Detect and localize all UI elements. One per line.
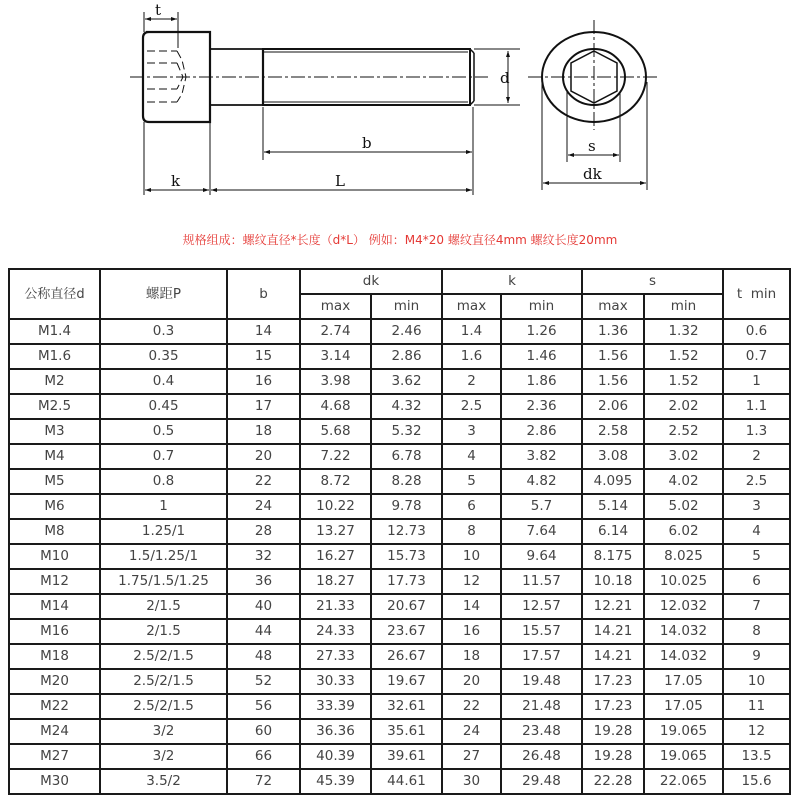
cell-nominal-diameter: M3: [9, 419, 100, 444]
cell-nominal-diameter: M27: [9, 744, 100, 769]
cell-nominal-diameter: M2: [9, 369, 100, 394]
cell-dk-max: 30.33: [300, 669, 371, 694]
cell-b: 28: [227, 519, 300, 544]
cell-dk-max: 3.14: [300, 344, 371, 369]
table-row: [9, 494, 790, 519]
cell-t-min: 0.7: [723, 344, 790, 369]
bolt-technical-drawing: [0, 0, 800, 225]
cell-t-min: 3: [723, 494, 790, 519]
header-k-max: max: [442, 294, 501, 319]
cell-nominal-diameter: M1.4: [9, 319, 100, 344]
cell-k-max: 24: [442, 719, 501, 744]
table-row: [9, 769, 790, 794]
header-dk-max: max: [300, 294, 371, 319]
table-row: [9, 519, 790, 544]
cell-b: 36: [227, 569, 300, 594]
cell-s-min: 22.065: [644, 769, 723, 794]
cell-k-max: 3: [442, 419, 501, 444]
cell-dk-min: 26.67: [371, 644, 442, 669]
cell-k-min: 11.57: [501, 569, 582, 594]
cell-dk-max: 33.39: [300, 694, 371, 719]
cell-dk-max: 4.68: [300, 394, 371, 419]
cell-dk-min: 8.28: [371, 469, 442, 494]
cell-k-min: 5.7: [501, 494, 582, 519]
cell-k-max: 27: [442, 744, 501, 769]
cell-k-max: 14: [442, 594, 501, 619]
side-view: [130, 12, 520, 195]
cell-k-min: 17.57: [501, 644, 582, 669]
cell-dk-min: 5.32: [371, 419, 442, 444]
cell-dk-max: 5.68: [300, 419, 371, 444]
cell-t-min: 2: [723, 444, 790, 469]
cell-k-max: 4: [442, 444, 501, 469]
cell-t-min: 12: [723, 719, 790, 744]
cell-b: 40: [227, 594, 300, 619]
cell-t-min: 10: [723, 669, 790, 694]
cell-s-min: 12.032: [644, 594, 723, 619]
cell-t-min: 13.5: [723, 744, 790, 769]
cell-dk-min: 19.67: [371, 669, 442, 694]
cell-b: 72: [227, 769, 300, 794]
table-row: [9, 419, 790, 444]
cell-dk-max: 16.27: [300, 544, 371, 569]
cell-pitch: 2/1.5: [100, 594, 227, 619]
cell-pitch: 1.5/1.25/1: [100, 544, 227, 569]
cell-b: 24: [227, 494, 300, 519]
label-d: d: [500, 69, 510, 87]
cell-nominal-diameter: M18: [9, 644, 100, 669]
table-row: [9, 719, 790, 744]
header-s-min: min: [644, 294, 723, 319]
cell-k-min: 4.82: [501, 469, 582, 494]
cell-nominal-diameter: M22: [9, 694, 100, 719]
cell-dk-min: 44.61: [371, 769, 442, 794]
cell-nominal-diameter: M6: [9, 494, 100, 519]
header-b: b: [227, 269, 300, 319]
cell-pitch: 0.5: [100, 419, 227, 444]
cell-pitch: 0.3: [100, 319, 227, 344]
cell-dk-max: 36.36: [300, 719, 371, 744]
cell-pitch: 3/2: [100, 719, 227, 744]
cell-t-min: 15.6: [723, 769, 790, 794]
cell-k-min: 19.48: [501, 669, 582, 694]
cell-pitch: 0.45: [100, 394, 227, 419]
cell-pitch: 3/2: [100, 744, 227, 769]
cell-nominal-diameter: M24: [9, 719, 100, 744]
cell-k-min: 15.57: [501, 619, 582, 644]
label-b: b: [362, 134, 372, 152]
cell-k-min: 3.82: [501, 444, 582, 469]
cell-dk-max: 7.22: [300, 444, 371, 469]
cell-s-min: 17.05: [644, 694, 723, 719]
header-s: s: [582, 269, 723, 294]
cell-dk-min: 2.86: [371, 344, 442, 369]
cell-dk-max: 3.98: [300, 369, 371, 394]
cell-k-min: 7.64: [501, 519, 582, 544]
cell-s-min: 17.05: [644, 669, 723, 694]
cell-dk-min: 2.46: [371, 319, 442, 344]
cell-b: 20: [227, 444, 300, 469]
table-row: [9, 694, 790, 719]
cell-s-max: 17.23: [582, 694, 644, 719]
cell-k-max: 30: [442, 769, 501, 794]
table-row: [9, 619, 790, 644]
cell-s-min: 14.032: [644, 619, 723, 644]
cell-k-max: 5: [442, 469, 501, 494]
cell-t-min: 9: [723, 644, 790, 669]
cell-s-min: 8.025: [644, 544, 723, 569]
table-row: [9, 344, 790, 369]
label-t: t: [155, 1, 162, 19]
cell-t-min: 2.5: [723, 469, 790, 494]
table-row: [9, 569, 790, 594]
label-k: k: [171, 172, 181, 190]
cell-t-min: 7: [723, 594, 790, 619]
cell-pitch: 3.5/2: [100, 769, 227, 794]
cell-dk-min: 35.61: [371, 719, 442, 744]
cell-s-min: 6.02: [644, 519, 723, 544]
cell-k-max: 22: [442, 694, 501, 719]
cell-s-max: 12.21: [582, 594, 644, 619]
cell-k-max: 2: [442, 369, 501, 394]
table-row: [9, 444, 790, 469]
table-row: [9, 744, 790, 769]
cell-s-max: 1.56: [582, 369, 644, 394]
cell-s-max: 1.36: [582, 319, 644, 344]
cell-nominal-diameter: M14: [9, 594, 100, 619]
cell-nominal-diameter: M5: [9, 469, 100, 494]
cell-t-min: 5: [723, 544, 790, 569]
cell-s-min: 2.52: [644, 419, 723, 444]
cell-pitch: 1: [100, 494, 227, 519]
cell-dk-max: 18.27: [300, 569, 371, 594]
cell-b: 60: [227, 719, 300, 744]
header-k: k: [442, 269, 582, 294]
cell-dk-min: 3.62: [371, 369, 442, 394]
cell-pitch: 1.25/1: [100, 519, 227, 544]
cell-nominal-diameter: M20: [9, 669, 100, 694]
cell-dk-max: 27.33: [300, 644, 371, 669]
cell-s-min: 2.02: [644, 394, 723, 419]
cell-pitch: 1.75/1.5/1.25: [100, 569, 227, 594]
cell-dk-max: 40.39: [300, 744, 371, 769]
label-L: L: [335, 172, 345, 190]
table-row: [9, 469, 790, 494]
header-pitch: 螺距P: [100, 269, 227, 319]
cell-dk-max: 8.72: [300, 469, 371, 494]
cell-b: 17: [227, 394, 300, 419]
cell-b: 48: [227, 644, 300, 669]
cell-b: 52: [227, 669, 300, 694]
cell-nominal-diameter: M8: [9, 519, 100, 544]
specification-note: 规格组成：螺纹直径*长度（d*L） 例如：M4*20 螺纹直径4mm 螺纹长度20mm: [182, 233, 618, 247]
cell-s-max: 19.28: [582, 719, 644, 744]
cell-k-max: 2.5: [442, 394, 501, 419]
cell-k-min: 9.64: [501, 544, 582, 569]
cell-s-max: 4.095: [582, 469, 644, 494]
cell-s-min: 10.025: [644, 569, 723, 594]
cell-dk-max: 21.33: [300, 594, 371, 619]
cell-s-max: 22.28: [582, 769, 644, 794]
cell-b: 14: [227, 319, 300, 344]
cell-k-max: 16: [442, 619, 501, 644]
cell-k-min: 1.26: [501, 319, 582, 344]
cell-s-max: 17.23: [582, 669, 644, 694]
cell-dk-min: 6.78: [371, 444, 442, 469]
cell-dk-min: 12.73: [371, 519, 442, 544]
cell-s-max: 3.08: [582, 444, 644, 469]
table-body: [9, 319, 790, 794]
cell-k-max: 1.4: [442, 319, 501, 344]
cell-k-max: 20: [442, 669, 501, 694]
cell-t-min: 1.3: [723, 419, 790, 444]
cell-pitch: 2.5/2/1.5: [100, 644, 227, 669]
cell-t-min: 8: [723, 619, 790, 644]
cell-s-min: 4.02: [644, 469, 723, 494]
cell-k-min: 12.57: [501, 594, 582, 619]
cell-s-max: 1.56: [582, 344, 644, 369]
screw-dimensions-table: [8, 268, 791, 795]
header-dk: dk: [300, 269, 442, 294]
cell-t-min: 11: [723, 694, 790, 719]
cell-b: 44: [227, 619, 300, 644]
cell-dk-max: 13.27: [300, 519, 371, 544]
header-row-1: [9, 269, 790, 294]
cell-s-min: 5.02: [644, 494, 723, 519]
cell-t-min: 0.6: [723, 319, 790, 344]
cell-s-max: 6.14: [582, 519, 644, 544]
cell-k-max: 8: [442, 519, 501, 544]
cell-pitch: 2/1.5: [100, 619, 227, 644]
cell-s-max: 5.14: [582, 494, 644, 519]
label-dk: dk: [583, 165, 602, 183]
cell-b: 15: [227, 344, 300, 369]
cell-dk-min: 20.67: [371, 594, 442, 619]
table-row: [9, 394, 790, 419]
cell-dk-min: 15.73: [371, 544, 442, 569]
cell-dk-min: 32.61: [371, 694, 442, 719]
cell-t-min: 4: [723, 519, 790, 544]
cell-t-min: 1.1: [723, 394, 790, 419]
cell-nominal-diameter: M4: [9, 444, 100, 469]
cell-nominal-diameter: M10: [9, 544, 100, 569]
cell-s-max: 2.58: [582, 419, 644, 444]
cell-k-max: 18: [442, 644, 501, 669]
cell-s-min: 14.032: [644, 644, 723, 669]
cell-pitch: 2.5/2/1.5: [100, 669, 227, 694]
cell-k-max: 1.6: [442, 344, 501, 369]
cell-nominal-diameter: M1.6: [9, 344, 100, 369]
cell-s-min: 1.52: [644, 344, 723, 369]
table-row: [9, 594, 790, 619]
cell-dk-max: 10.22: [300, 494, 371, 519]
header-nominal-diameter: 公称直径d: [9, 269, 100, 319]
cell-b: 16: [227, 369, 300, 394]
cell-dk-min: 17.73: [371, 569, 442, 594]
cell-dk-min: 9.78: [371, 494, 442, 519]
cell-pitch: 2.5/2/1.5: [100, 694, 227, 719]
cell-t-min: 6: [723, 569, 790, 594]
header-k-min: min: [501, 294, 582, 319]
cell-s-min: 3.02: [644, 444, 723, 469]
label-s: s: [588, 137, 596, 155]
cell-nominal-diameter: M30: [9, 769, 100, 794]
cell-k-min: 26.48: [501, 744, 582, 769]
cell-dk-min: 23.67: [371, 619, 442, 644]
cell-b: 56: [227, 694, 300, 719]
cell-t-min: 1: [723, 369, 790, 394]
cell-k-min: 1.46: [501, 344, 582, 369]
cell-s-max: 8.175: [582, 544, 644, 569]
cell-s-max: 14.21: [582, 619, 644, 644]
cell-k-min: 29.48: [501, 769, 582, 794]
cell-s-max: 10.18: [582, 569, 644, 594]
cell-s-min: 1.52: [644, 369, 723, 394]
cell-k-min: 2.86: [501, 419, 582, 444]
cell-k-min: 21.48: [501, 694, 582, 719]
cell-dk-max: 24.33: [300, 619, 371, 644]
table-row: [9, 319, 790, 344]
cell-k-max: 12: [442, 569, 501, 594]
cell-nominal-diameter: M12: [9, 569, 100, 594]
cell-pitch: 0.35: [100, 344, 227, 369]
cell-pitch: 0.8: [100, 469, 227, 494]
cell-dk-min: 39.61: [371, 744, 442, 769]
header-t-min: t min: [723, 269, 790, 319]
cell-b: 66: [227, 744, 300, 769]
cell-s-min: 19.065: [644, 719, 723, 744]
table-row: [9, 669, 790, 694]
cell-k-max: 6: [442, 494, 501, 519]
cell-s-max: 19.28: [582, 744, 644, 769]
cell-nominal-diameter: M2.5: [9, 394, 100, 419]
cell-k-max: 10: [442, 544, 501, 569]
cell-s-max: 2.06: [582, 394, 644, 419]
cell-b: 18: [227, 419, 300, 444]
cell-s-max: 14.21: [582, 644, 644, 669]
cell-dk-min: 4.32: [371, 394, 442, 419]
cell-s-min: 19.065: [644, 744, 723, 769]
header-s-max: max: [582, 294, 644, 319]
table-row: [9, 369, 790, 394]
cell-s-min: 1.32: [644, 319, 723, 344]
cell-dk-max: 45.39: [300, 769, 371, 794]
cell-dk-max: 2.74: [300, 319, 371, 344]
header-dk-min: min: [371, 294, 442, 319]
cell-b: 22: [227, 469, 300, 494]
table-row: [9, 544, 790, 569]
cell-k-min: 23.48: [501, 719, 582, 744]
cell-k-min: 2.36: [501, 394, 582, 419]
cell-nominal-diameter: M16: [9, 619, 100, 644]
cell-b: 32: [227, 544, 300, 569]
cell-k-min: 1.86: [501, 369, 582, 394]
cell-pitch: 0.4: [100, 369, 227, 394]
table-row: [9, 644, 790, 669]
cell-pitch: 0.7: [100, 444, 227, 469]
